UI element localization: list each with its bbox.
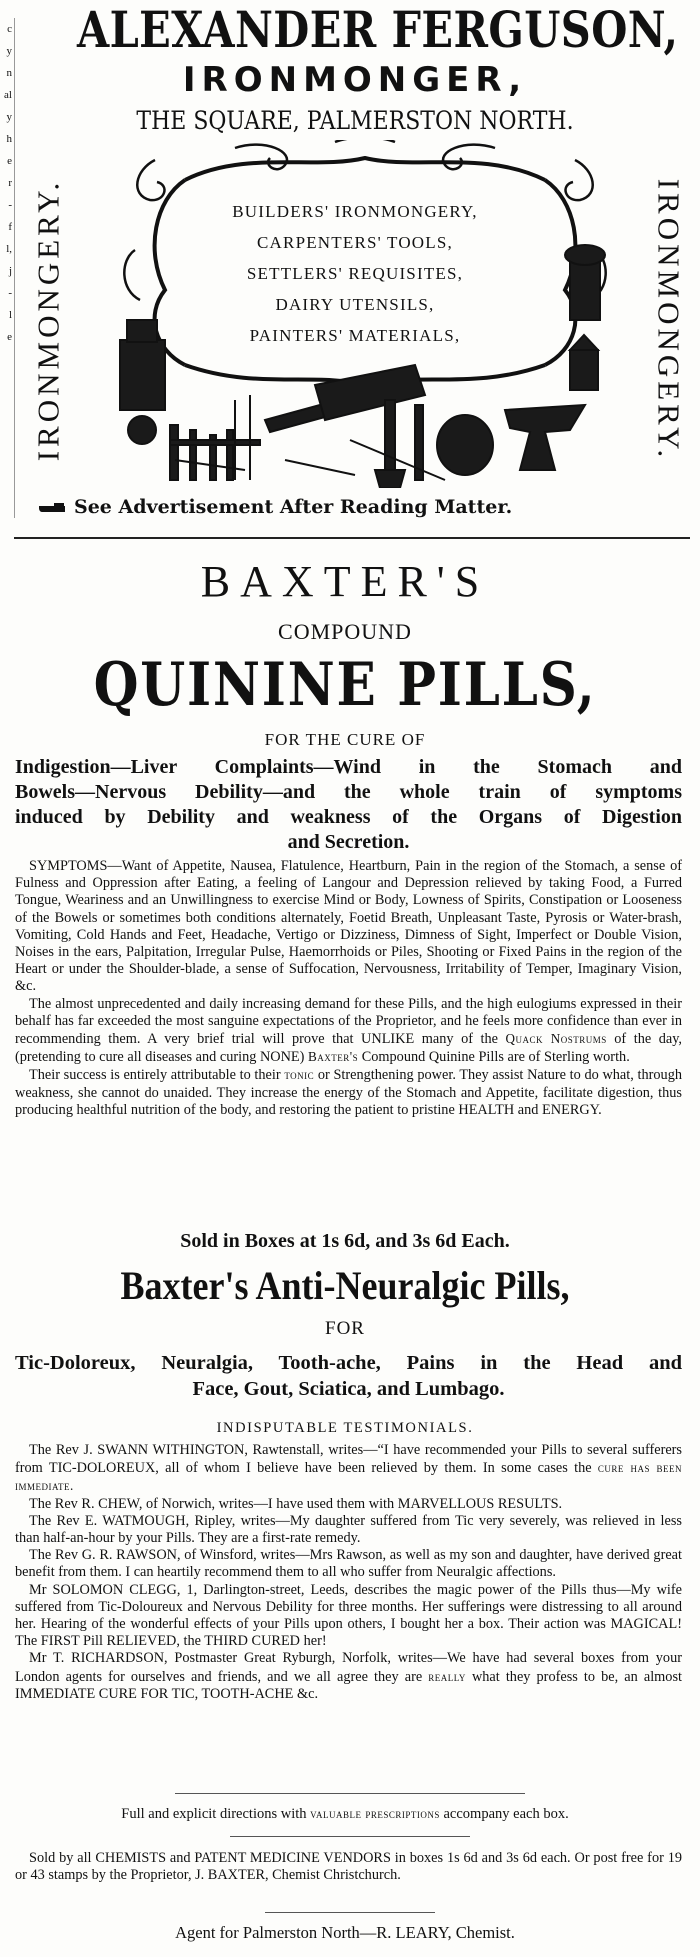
side-label-left: IRONMONGERY. — [30, 178, 66, 462]
margin-fragment: al — [4, 89, 12, 101]
ailments-line: Tic-Doloreux, Neuralgia, Tooth-ache, Pains in the Head and — [15, 1352, 682, 1374]
brand-heading: BAXTER'S — [200, 557, 490, 606]
pointing-hand-icon — [38, 500, 66, 516]
goods-item: SETTLERS' REQUISITES, — [246, 264, 464, 283]
ailments-line: and Secretion. — [287, 831, 410, 853]
compound-label: COMPOUND — [278, 619, 412, 644]
testimonial: The Rev E. WATMOUGH, Ripley, writes—My daughter suffered from Tic very severely, was relieved in less than half-an-hour by your Pills. They are a first-rate remedy. — [15, 1512, 682, 1547]
quinine-price-line: Sold in Boxes at 1s 6d, and 3s 6d Each. — [180, 1230, 510, 1252]
sold-by-paragraph: Sold by all CHEMISTS and PATENT MEDICINE VENDORS in boxes 1s 6d and 3s 6d each. Or post free for 19 or 43 stamps by the Proprietor, J. BAXTER, Chemist Christchurch. — [15, 1850, 682, 1884]
margin-fragment: y — [6, 45, 12, 57]
margin-fragment: h — [6, 133, 12, 145]
quinine-body-text — [15, 858, 682, 1119]
margin-fragment: y — [6, 111, 12, 123]
baxter-smallcaps: Baxter's — [308, 1049, 359, 1065]
neuralgic-heading: Baxter's Anti-Neuralgic Pills, — [120, 1263, 570, 1308]
advertiser-trade: IRONMONGER, — [182, 60, 528, 100]
ailments-line: induced by Debility and weakness of the Organs of Digestion — [15, 806, 682, 828]
success-paragraph: Their success is entirely attributable to their tonic or Strengthening power. They assist Nature to do what, through weakness, she cannot do unaided. They increase the energy of the Stomach and Appetite, facilitate digestion, thus producing healthful nutrition of the body, and restoring the patient to pristine HEALTH and ENERGY. — [15, 1067, 682, 1118]
advertiser-name: ALEXANDER FERGUSON, — [76, 0, 679, 59]
clipped-column-fragments — [0, 18, 15, 518]
symptoms-paragraph: SYMPTOMS—Want of Appetite, Nausea, Flatulence, Heartburn, Pain in the region of the Stomach, a sense of Fulness and Oppression after Eating, a feeling of Langour and Depression relieved by taking Food, a Furred Tongue, Weariness and an Unwillingness to exercise Mind or Body, Lowness of Spirits, Constipation or Looseness of the Bowels or sometimes both conditions alternately, Foetid Breath, Unpleasant Taste, Pyrosis or Water-brash, Vomiting, Cold Hands and Feet, Headache, Vertigo or Dizziness, Dimness of Sight, Imperfect or Double Vision, Noises in the ears, Palpitation, Irregular Pulse, Haemorrhoids or Piles, Shooting or Fixed Pains in the region of the Heart or under the Shoulder-blade, a sense of Suffocation, Nervousness, Irritability of Temper, Imaginary Vision, &c. — [15, 858, 682, 995]
margin-fragment: n — [6, 67, 12, 79]
testimonials-body — [15, 1442, 682, 1703]
goods-item: DAIRY UTENSILS, — [275, 295, 435, 314]
section-divider — [14, 537, 690, 539]
advertiser-address: THE SQUARE, PALMERSTON NORTH. — [136, 106, 574, 135]
for-cure-label: FOR THE CURE OF — [264, 730, 426, 749]
margin-fragment: c — [7, 23, 12, 35]
goods-item: CARPENTERS' TOOLS, — [257, 233, 453, 252]
margin-fragment: j — [8, 265, 12, 277]
goods-list — [170, 196, 540, 351]
directions-line: Full and explicit directions with valuable prescriptions accompany each box. — [121, 1806, 569, 1822]
ailments-line: Indigestion—Liver Complaints—Wind in the Stomach and — [15, 756, 682, 778]
neuralgic-ailments — [15, 1350, 682, 1402]
margin-fragment: l — [8, 309, 12, 321]
testimonial: Mr T. RICHARDSON, Postmaster Great Ryburgh, Norfolk, writes—We have had several boxes from your London agents for ourselves and friends, and we all agree they are really what they profess to be, an almost IMMEDIATE CURE FOR TIC, TOOTH-ACHE &c. — [15, 1650, 682, 1702]
ailments-line: Bowels—Nervous Debility—and the whole train of symptoms — [15, 781, 682, 803]
testimonial: The Rev G. R. RAWSON, of Winsford, writes—Mrs Rawson, as well as my son and daughter, have derived great benefit from them. I can heartily recommend them to all who suffer from Neuralgic affections. — [15, 1547, 682, 1581]
margin-fragment: r — [8, 177, 12, 189]
ailments-line: Face, Gout, Sciatica, and Lumbago. — [192, 1378, 505, 1400]
product-heading: QUININE PILLS, — [93, 650, 597, 720]
goods-item: BUILDERS' IRONMONGERY, — [232, 202, 478, 221]
short-divider — [230, 1836, 470, 1837]
margin-fragment: - — [8, 287, 12, 299]
margin-fragment: l, — [6, 243, 12, 255]
side-label-right: IRONMONGERY. — [651, 178, 687, 462]
testimonials-heading: INDISPUTABLE TESTIMONIALS. — [216, 1420, 474, 1436]
testimonial: Mr SOLOMON CLEGG, 1, Darlington-street, Leeds, describes the magic power of the Pills thus—My wife suffered from Tic-Doloureux and Nervous Debility for three months. Her sufferings were distressing to all around her. Hearing of the wonderful effects of your Pills upon others, I bought her a box. Their action was MAGICAL! The FIRST Pill RELIEVED, the THIRD CURED her! — [15, 1581, 682, 1650]
margin-fragment: f — [8, 221, 12, 233]
demand-paragraph: The almost unprecedented and daily increasing demand for these Pills, and the high eulogiums expressed in their behalf has far exceeded the most sanguine expectations of the Proprietor, and he feels more confidence than ever in recommending them. A very brief trial will prove that UNLIKE many of the Quack Nostrums of the day, (pretending to cure all diseases and curing NONE) Baxter's Compound Quinine Pills are of Sterling worth. — [15, 995, 682, 1066]
agent-line: Agent for Palmerston North—R. LEARY, Chemist. — [175, 1923, 515, 1942]
ailments-block — [15, 755, 682, 855]
ferguson-advertisement — [20, 0, 690, 528]
quack-nostrums: Quack Nostrums — [505, 1031, 607, 1047]
margin-fragment: - — [8, 199, 12, 211]
testimonial: The Rev J. SWANN WITHINGTON, Rawtenstall, writes—“I have recommended your Pills to several sufferers from TIC-DOLOREUX, all of whom I believe have been relieved by them. In some cases the cure has been immediate. — [15, 1442, 683, 1494]
short-divider — [265, 1912, 435, 1913]
see-advertisement-notice: See Advertisement After Reading Matter. — [38, 496, 693, 518]
margin-fragment: e — [7, 155, 12, 167]
for-label: FOR — [325, 1318, 365, 1339]
margin-fragment: e — [7, 331, 12, 343]
goods-item: PAINTERS' MATERIALS, — [249, 326, 461, 345]
short-divider — [175, 1793, 525, 1794]
testimonial: The Rev R. CHEW, of Norwich, writes—I have used them with MARVELLOUS RESULTS. — [29, 1495, 563, 1512]
tonic-smallcaps: tonic — [284, 1067, 315, 1083]
